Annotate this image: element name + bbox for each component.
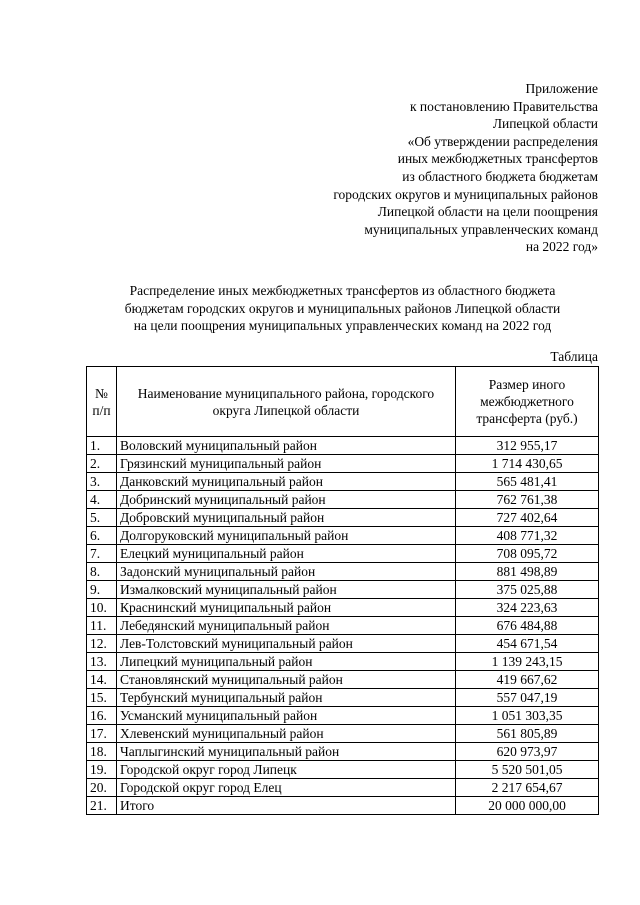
header-name: Наименование муниципального района, городского округа Липецкой области (117, 367, 456, 437)
row-name: Липецкий муниципальный район (117, 653, 456, 671)
title-line: на цели поощрения муниципальных управленческих команд на 2022 год (133, 318, 552, 334)
row-name: Усманский муниципальный район (117, 707, 456, 725)
row-amount: 419 667,62 (456, 671, 599, 689)
table-row (87, 581, 599, 599)
table-body (87, 437, 599, 815)
row-amount: 565 481,41 (456, 473, 599, 491)
row-amount: 620 973,97 (456, 743, 599, 761)
row-number: 15. (87, 689, 117, 707)
row-amount: 5 520 501,05 (456, 761, 599, 779)
row-name: Краснинский муниципальный район (117, 599, 456, 617)
table-row (87, 473, 599, 491)
row-number: 4. (87, 491, 117, 509)
row-name: Тербунский муниципальный район (117, 689, 456, 707)
row-name: Городской округ город Липецк (117, 761, 456, 779)
row-name: Лебедянский муниципальный район (117, 617, 456, 635)
row-name: Хлевенский муниципальный район (117, 725, 456, 743)
row-number: 20. (87, 779, 117, 797)
appendix-line: Приложение (525, 81, 598, 96)
row-number: 17. (87, 725, 117, 743)
row-amount: 312 955,17 (456, 437, 599, 455)
row-number: 9. (87, 581, 117, 599)
table-row (87, 599, 599, 617)
row-number: 8. (87, 563, 117, 581)
header-amount: Размер иного межбюджетного трансферта (руб.) (456, 367, 599, 437)
appendix-line: городских округов и муниципальных районов (333, 186, 598, 202)
appendix-line: Липецкой области на цели поощрения (377, 204, 598, 220)
table-row (87, 491, 599, 509)
row-number: 14. (87, 671, 117, 689)
table-row (87, 563, 599, 581)
row-number: 2. (87, 455, 117, 473)
row-name: Долгоруковский муниципальный район (117, 527, 456, 545)
row-name: Городской округ город Елец (117, 779, 456, 797)
row-number: 3. (87, 473, 117, 491)
row-amount: 2 217 654,67 (456, 779, 599, 797)
appendix-line: Липецкой области (492, 116, 598, 132)
table-row (87, 797, 599, 815)
table-row (87, 455, 599, 473)
row-amount: 324 223,63 (456, 599, 599, 617)
table-header-row (87, 367, 599, 437)
row-number: 16. (87, 707, 117, 725)
row-number: 5. (87, 509, 117, 527)
row-number: 19. (87, 761, 117, 779)
row-amount: 454 671,54 (456, 635, 599, 653)
row-amount: 408 771,32 (456, 527, 599, 545)
table-row (87, 761, 599, 779)
table-row (87, 707, 599, 725)
row-name: Добровский муниципальный район (117, 509, 456, 527)
appendix-line: из областного бюджета бюджетам (402, 168, 598, 184)
table-row (87, 437, 599, 455)
row-name: Становлянский муниципальный район (117, 671, 456, 689)
title-line: бюджетам городских округов и муниципальных районов Липецкой области (124, 300, 561, 316)
row-name: Измалковский муниципальный район (117, 581, 456, 599)
row-amount: 762 761,38 (456, 491, 599, 509)
row-number: 1. (87, 437, 117, 455)
row-amount: 1 139 243,15 (456, 653, 599, 671)
table-label: Таблица (550, 349, 598, 364)
appendix-line: на 2022 год» (525, 239, 598, 255)
document-title (60, 282, 625, 335)
row-amount: 727 402,64 (456, 509, 599, 527)
row-amount: 375 025,88 (456, 581, 599, 599)
row-amount: 881 498,89 (456, 563, 599, 581)
row-number: 11. (87, 617, 117, 635)
row-amount: 20 000 000,00 (456, 797, 599, 815)
table-row (87, 653, 599, 671)
row-name: Лев-Толстовский муниципальный район (117, 635, 456, 653)
table-row (87, 671, 599, 689)
row-name: Добринский муниципальный район (117, 491, 456, 509)
row-name: Елецкий муниципальный район (117, 545, 456, 563)
appendix-block (268, 80, 598, 256)
row-number: 21. (87, 797, 117, 815)
row-name: Задонский муниципальный район (117, 563, 456, 581)
row-name: Чаплыгинский муниципальный район (117, 743, 456, 761)
table-row (87, 545, 599, 563)
row-amount: 1 714 430,65 (456, 455, 599, 473)
row-amount: 557 047,19 (456, 689, 599, 707)
title-line: Распределение иных межбюджетных трансфертов из областного бюджета (129, 283, 556, 298)
appendix-line: иных межбюджетных трансфертов (397, 151, 598, 167)
table-row (87, 509, 599, 527)
appendix-line: к постановлению Правительства (409, 98, 598, 114)
row-name: Данковский муниципальный район (117, 473, 456, 491)
row-number: 18. (87, 743, 117, 761)
appendix-line: «Об утверждении распределения (407, 133, 598, 149)
row-amount: 676 484,88 (456, 617, 599, 635)
row-number: 7. (87, 545, 117, 563)
transfer-table (86, 366, 599, 815)
table-row (87, 635, 599, 653)
table-row (87, 527, 599, 545)
row-amount: 1 051 303,35 (456, 707, 599, 725)
table-row (87, 689, 599, 707)
row-number: 12. (87, 635, 117, 653)
row-number: 13. (87, 653, 117, 671)
table-row (87, 779, 599, 797)
table-row (87, 617, 599, 635)
row-name: Воловский муниципальный район (117, 437, 456, 455)
row-amount: 561 805,89 (456, 725, 599, 743)
row-name: Грязинский муниципальный район (117, 455, 456, 473)
row-number: 6. (87, 527, 117, 545)
row-number: 10. (87, 599, 117, 617)
appendix-line: муниципальных управленческих команд (364, 221, 598, 237)
table-row (87, 725, 599, 743)
header-num: № п/п (87, 367, 117, 437)
row-amount: 708 095,72 (456, 545, 599, 563)
row-name: Итого (117, 797, 456, 815)
table-row (87, 743, 599, 761)
